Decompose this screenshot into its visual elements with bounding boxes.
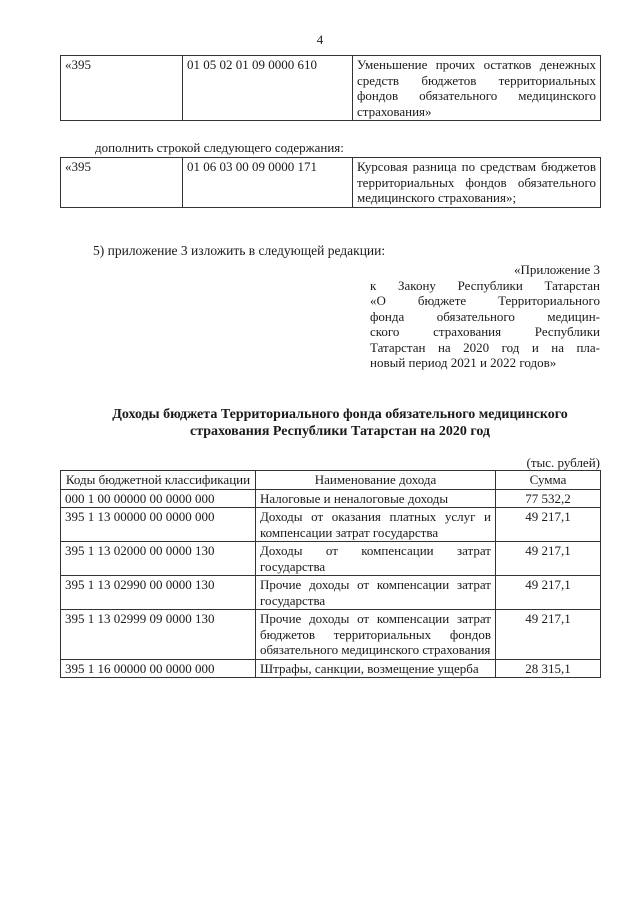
appendix-line: к Закону Республики Татарстан [370, 277, 600, 293]
amendment-table-2 [60, 157, 601, 208]
appendix-line: фонда обязательного медицин- [370, 308, 600, 324]
table-row [61, 659, 601, 678]
description-cell: Уменьшение прочих остатков денежных средств бюджетов территориальных фондов обязательного медицинского страхования» [353, 56, 601, 121]
row-code: 395 1 13 02999 09 0000 130 [61, 610, 256, 660]
header-name: Наименование дохода [256, 471, 496, 490]
code-cell: 01 06 03 00 09 0000 171 [183, 158, 353, 208]
row-code: 395 1 13 00000 00 0000 000 [61, 508, 256, 542]
amendment-table-1 [60, 55, 601, 121]
header-code: Коды бюджетной классификации [61, 471, 256, 490]
row-name: Прочие доходы от компенсации затрат государства [256, 576, 496, 610]
appendix-line: «Приложение 3 [513, 262, 600, 277]
row-code: 395 1 13 02990 00 0000 130 [61, 576, 256, 610]
page-number: 4 [316, 32, 324, 47]
table-row [61, 576, 601, 610]
income-table [60, 470, 601, 678]
appendix-line: ского страхования Республики [370, 324, 600, 339]
table-row [61, 610, 601, 660]
quote-cell: «395 [61, 56, 183, 121]
row-sum: 49 217,1 [496, 542, 601, 576]
document-title [60, 406, 620, 440]
header-sum: Сумма [496, 471, 601, 490]
row-name: Доходы от оказания платных услуг и компенсации затрат государства [256, 508, 496, 542]
row-sum: 49 217,1 [496, 610, 601, 660]
appendix-line: «О бюджете Территориального [370, 293, 600, 308]
table-row [61, 56, 601, 121]
item-5-text: 5) приложение 3 изложить в следующей редакции: [93, 243, 386, 258]
table-row [61, 508, 601, 542]
title-line-1: Доходы бюджета Территориального фонда обязательного медицинского [112, 407, 568, 422]
table-row [61, 158, 601, 208]
code-cell: 01 05 02 01 09 0000 610 [183, 56, 353, 121]
row-name: Доходы от компенсации затрат государства [256, 542, 496, 576]
appendix-line: новый период 2021 и 2022 годов» [370, 355, 557, 370]
title-line-2: страхования Республики Татарстан на 2020 год [189, 424, 491, 439]
table-row [61, 489, 601, 508]
table-row [61, 542, 601, 576]
row-name: Прочие доходы от компенсации затрат бюджетов территориальных фондов обязательного медицинского страхования [256, 610, 496, 660]
table-header-row [61, 471, 601, 490]
row-code: 395 1 16 00000 00 0000 000 [61, 659, 256, 678]
units-label: (тыс. рублей) [526, 455, 600, 470]
row-sum: 49 217,1 [496, 576, 601, 610]
appendix-header [370, 262, 600, 371]
row-code: 000 1 00 00000 00 0000 000 [61, 489, 256, 508]
row-name: Налоговые и неналоговые доходы [256, 489, 496, 508]
row-sum: 77 532,2 [496, 489, 601, 508]
appendix-line: Татарстан на 2020 год и на пла- [370, 339, 600, 355]
row-name: Штрафы, санкции, возмещение ущерба [256, 659, 496, 678]
row-code: 395 1 13 02000 00 0000 130 [61, 542, 256, 576]
row-sum: 28 315,1 [496, 659, 601, 678]
row-sum: 49 217,1 [496, 508, 601, 542]
description-cell: Курсовая разница по средствам бюджетов территориальных фондов обязательного медицинского страхования»; [353, 158, 601, 208]
intro-text: дополнить строкой следующего содержания: [95, 140, 344, 155]
quote-cell: «395 [61, 158, 183, 208]
